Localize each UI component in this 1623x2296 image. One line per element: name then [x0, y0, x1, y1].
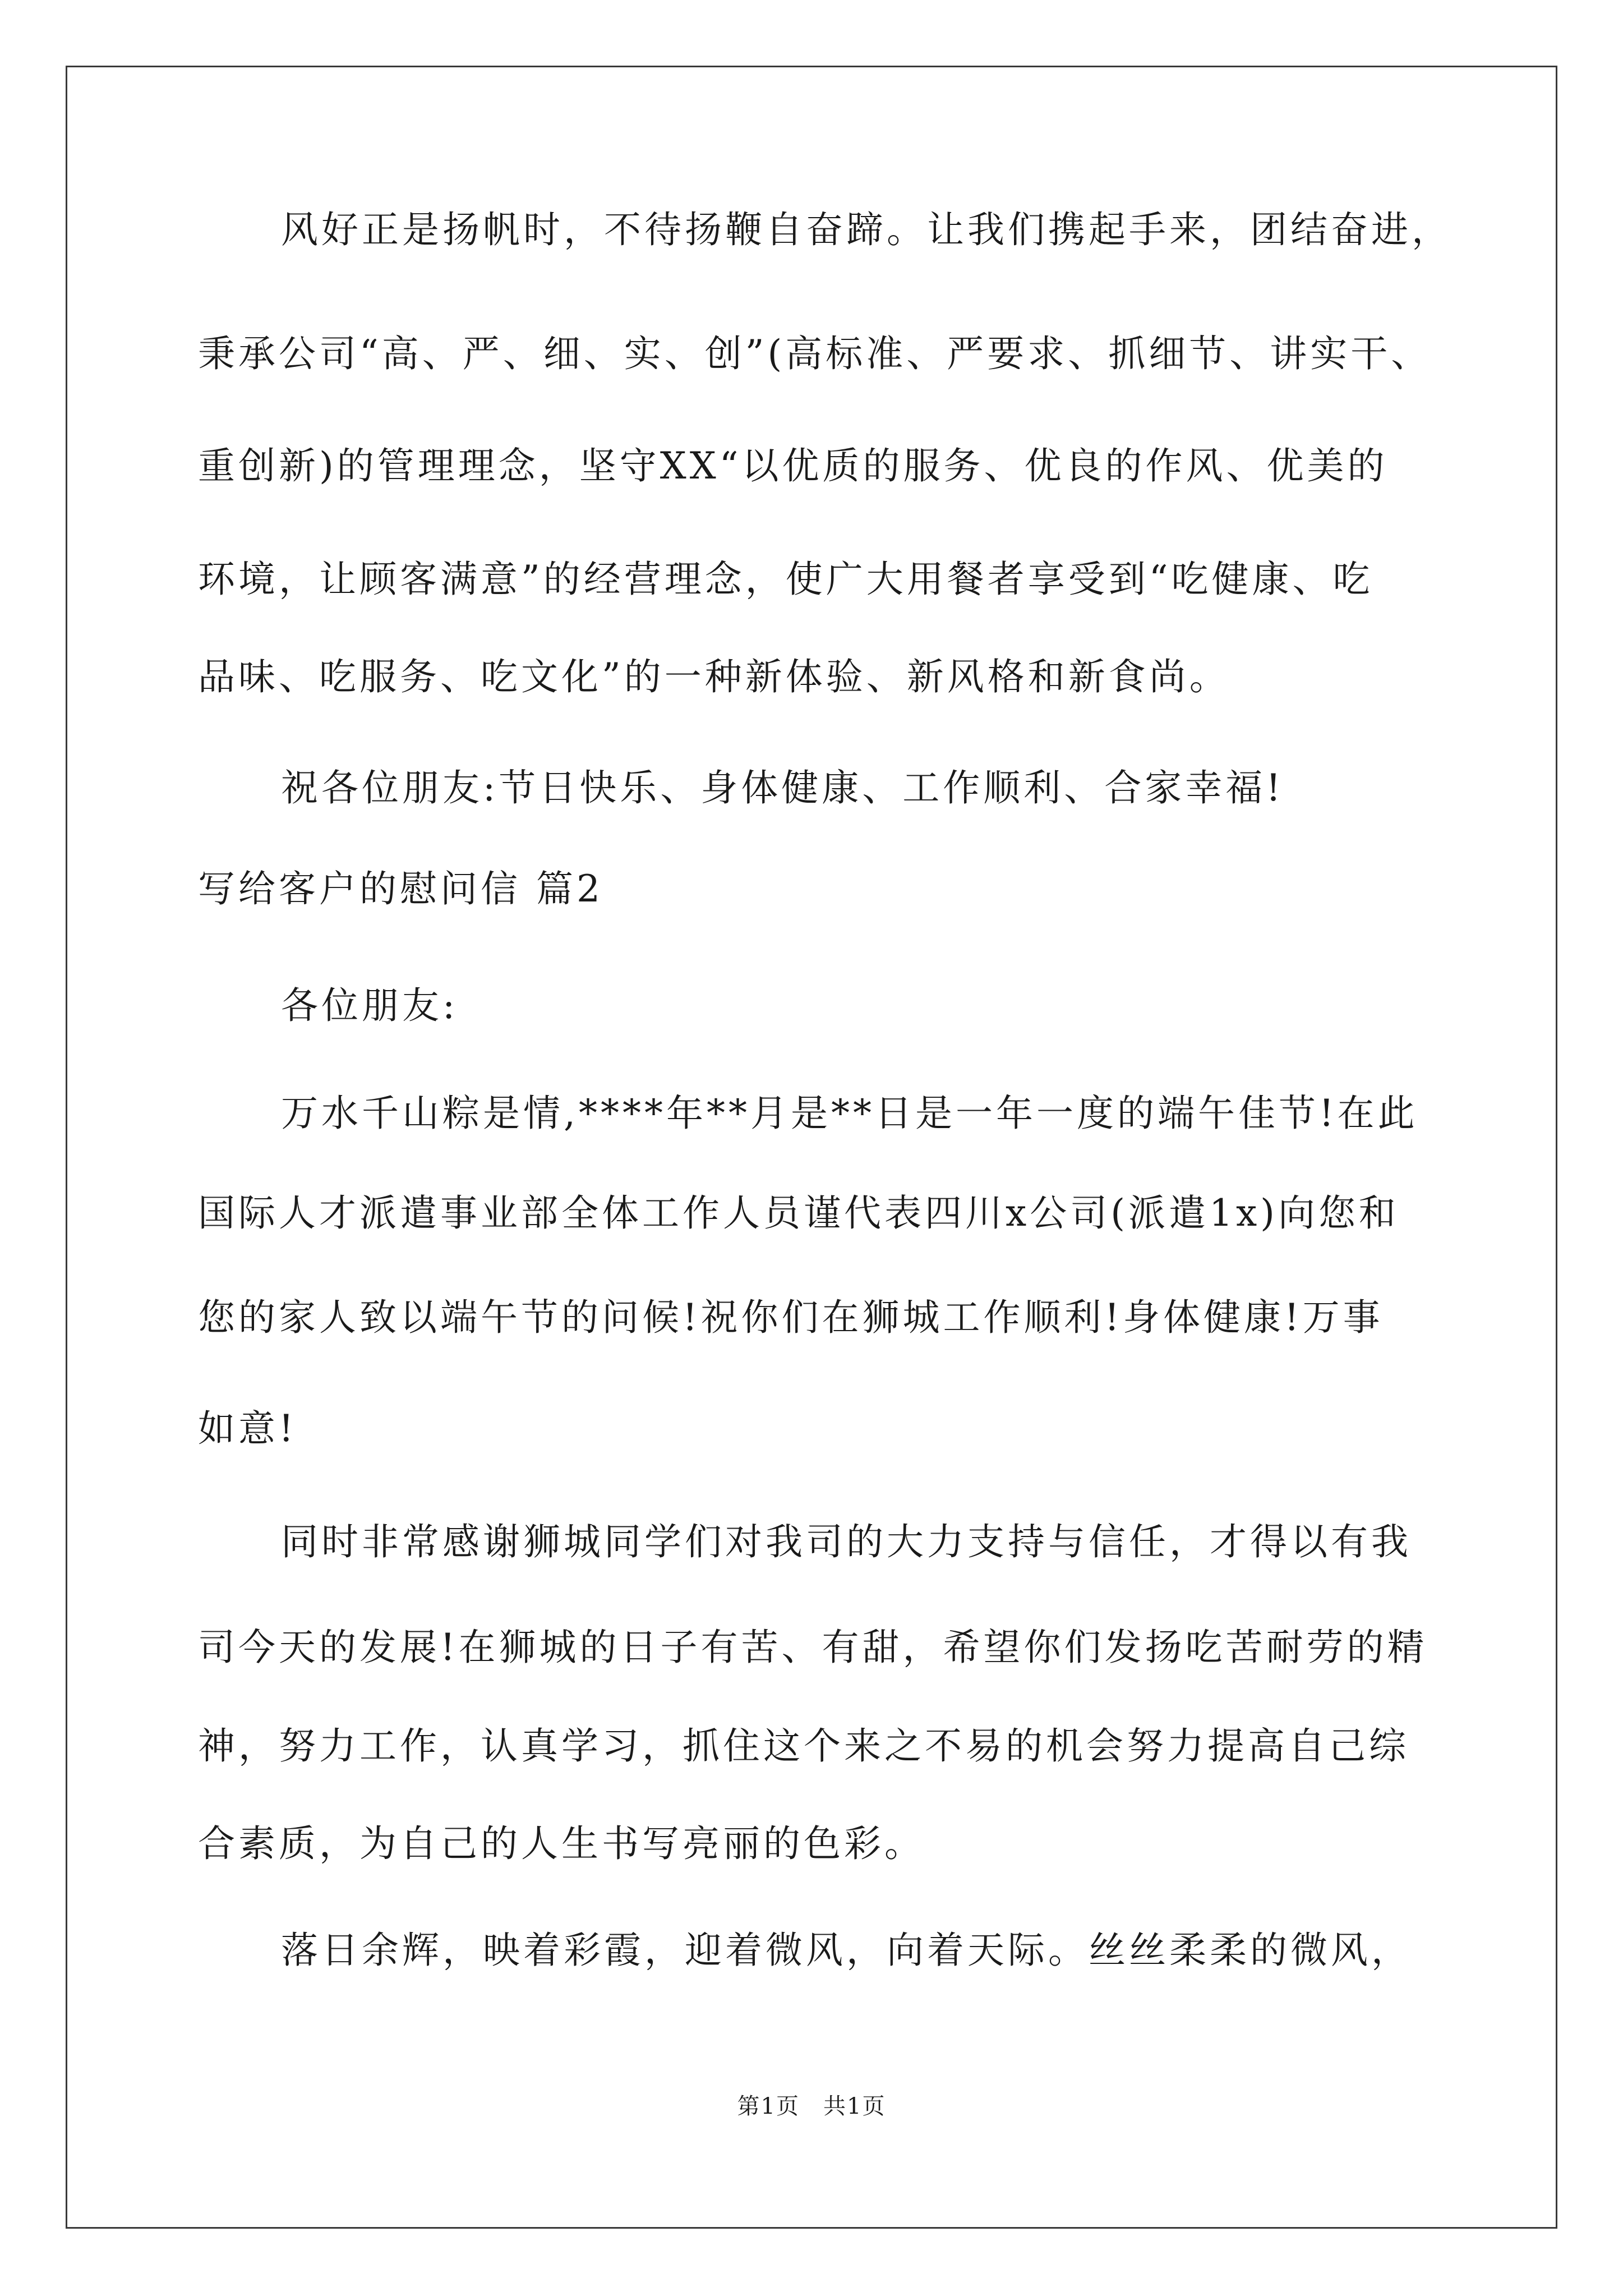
salutation: 各位朋友:: [281, 984, 459, 1027]
page-border: [66, 66, 1557, 2229]
text-line: 重创新)的管理理念，坚守XX“以优质的服务、优良的作风、优美的: [198, 444, 1388, 487]
text-line: 司今天的发展!在狮城的日子有苦、有甜，希望你们发扬吃苦耐劳的精: [198, 1626, 1428, 1669]
text-line: 神，努力工作，认真学习，抓住这个来之不易的机会努力提高自己综: [198, 1724, 1409, 1768]
text-line: 祝各位朋友:节日快乐、身体健康、工作顺利、合家幸福!: [281, 766, 1284, 809]
text-line: 秉承公司“高、严、细、实、创”(高标准、严要求、抓细节、讲实干、: [198, 332, 1432, 375]
text-line: 同时非常感谢狮城同学们对我司的大力支持与信任，才得以有我: [281, 1520, 1412, 1563]
text-line: 风好正是扬帆时，不待扬鞭自奋蹄。让我们携起手来，团结奋进，: [281, 208, 1452, 251]
section-title: 写给客户的慰问信 篇2: [198, 867, 603, 910]
text-line: 合素质，为自己的人生书写亮丽的色彩。: [198, 1822, 925, 1865]
text-line: 品味、吃服务、吃文化”的一种新体验、新风格和新食尚。: [198, 655, 1230, 698]
text-line: 落日余辉，映着彩霞，迎着微风，向着天际。丝丝柔柔的微风，: [281, 1929, 1412, 1972]
text-line: 环境，让顾客满意”的经营理念，使广大用餐者享受到“吃健康、吃: [198, 558, 1373, 601]
page-footer: 第1页 共1页: [737, 2093, 886, 2119]
text-line: 如意!: [198, 1407, 297, 1450]
text-line: 国际人才派遣事业部全体工作人员谨代表四川x公司(派遣1x)向您和: [198, 1191, 1399, 1235]
text-line: 万水千山粽是情,****年**月是**日是一年一度的端午佳节!在此: [281, 1092, 1418, 1135]
text-line: 您的家人致以端午节的问候!祝你们在狮城工作顺利!身体健康!万事: [198, 1296, 1384, 1339]
